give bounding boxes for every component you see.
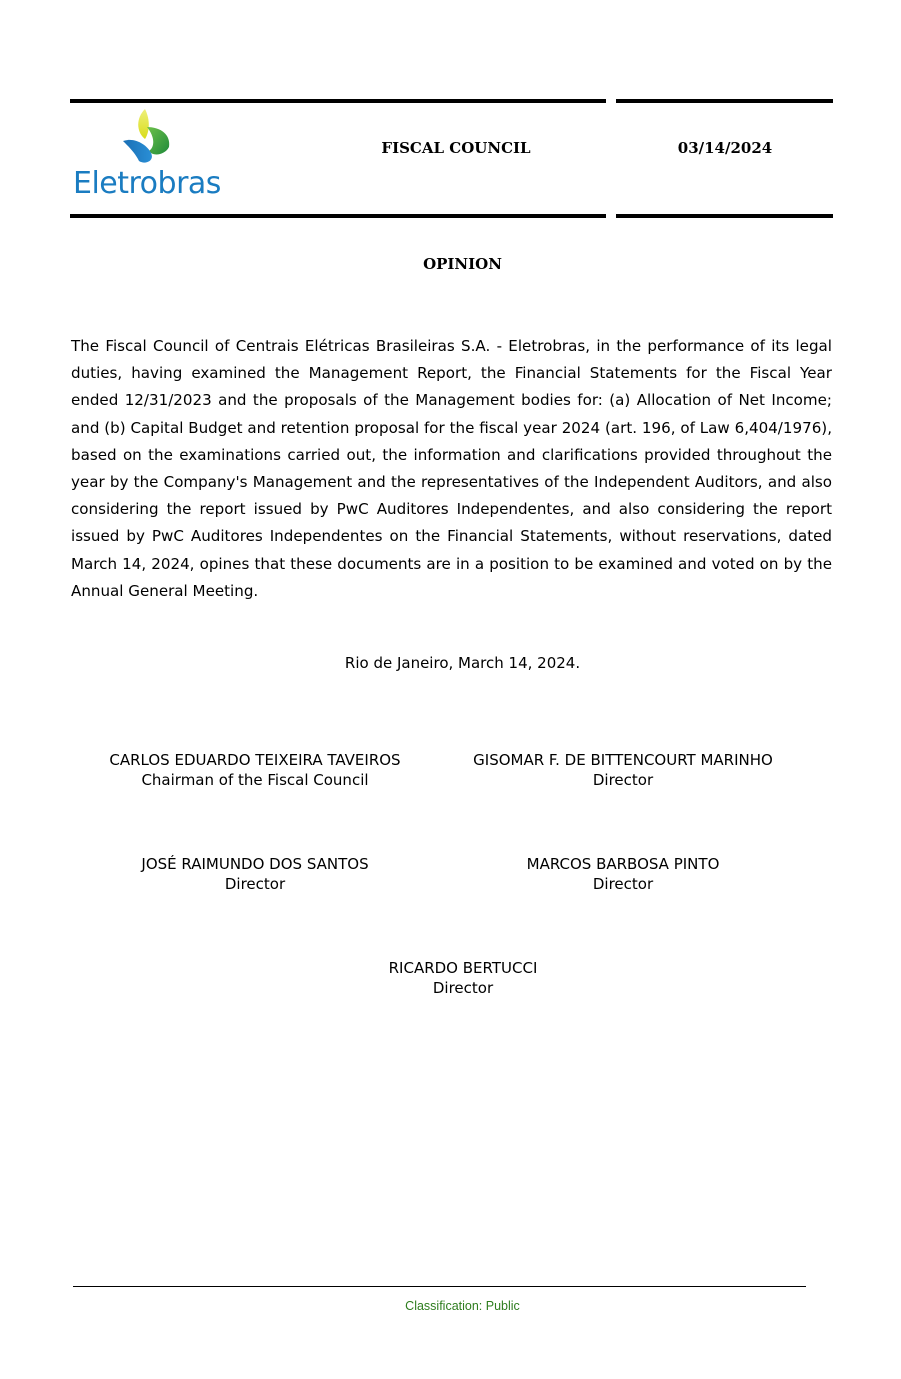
header-title: FISCAL COUNCIL (381, 139, 531, 157)
logo-wordmark: Eletrobras (73, 166, 221, 201)
header-date: 03/14/2024 (677, 139, 773, 157)
signature-block (65, 750, 445, 790)
eletrobras-logo-icon (121, 107, 181, 167)
signatory-name: JOSÉ RAIMUNDO DOS SANTOS (141, 855, 369, 873)
signatory-name: CARLOS EDUARDO TEIXEIRA TAVEIROS (109, 751, 401, 769)
signatory-role: Director (592, 875, 654, 893)
signatory-name: MARCOS BARBOSA PINTO (526, 855, 720, 873)
header-bottom-rule-left (70, 214, 606, 218)
signatory-role: Director (432, 979, 494, 997)
classification-label: Classification: Public (405, 1299, 520, 1313)
signatory-name: RICARDO BERTUCCI (388, 959, 538, 977)
signatory-role: Chairman of the Fiscal Council (141, 771, 369, 789)
footer-rule (73, 1286, 806, 1287)
page-title: OPINION (423, 255, 502, 273)
signatory-role: Director (224, 875, 286, 893)
eletrobras-logo (73, 103, 229, 209)
opinion-body-paragraph: The Fiscal Council of Centrais Elétricas Brasileiras S.A. - Eletrobras, in the performance of its legal duties, having examined the Management Report, the Financial Statements for the Fiscal Year ended 12/31/2023 and the proposals of the Management bodies for: (a) Allocation of Net Income; and (b) Capital Budget and retention proposal for the fiscal year 2024 (art. 196, of Law 6,404/1976), based on the examinations carried out, the information and clarifications provided throughout the year by the Company's Management and the representatives of the Independent Auditors, and also considering the report issued by PwC Auditores Independentes, and also considering the report issued by PwC Auditores Independentes on the Financial Statements, without reservations, dated March 14, 2024, opines that these documents are in a position to be examined and voted on by the Annual General Meeting. (71, 337, 832, 600)
signatory-role: Director (592, 771, 654, 789)
place-and-date: Rio de Janeiro, March 14, 2024. (344, 654, 581, 672)
header-top-rule-right (616, 99, 833, 103)
signature-block (65, 854, 445, 894)
signatory-name: GISOMAR F. DE BITTENCOURT MARINHO (473, 751, 773, 769)
header-bottom-rule-right (616, 214, 833, 218)
signature-block (273, 958, 653, 998)
signature-block (433, 750, 813, 790)
signature-block (433, 854, 813, 894)
